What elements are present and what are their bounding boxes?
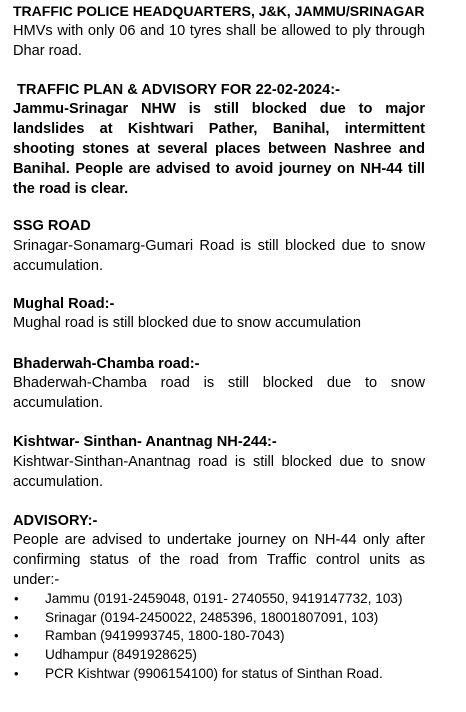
list-item <box>13 609 433 628</box>
section-text-bhaderwah-chamba: Bhaderwah-Chamba road is still blocked due to snow accumulation. <box>13 375 425 411</box>
section-text-mughal-road: Mughal road is still blocked due to snow accumulation <box>13 315 362 331</box>
bullet-icon: • <box>14 628 19 644</box>
advisory-plan-title: TRAFFIC PLAN & ADVISORY FOR 22-02-2024:- <box>17 82 341 98</box>
bullet-icon: • <box>14 609 19 625</box>
advisory-heading: ADVISORY:- <box>13 513 98 529</box>
bullet-icon: • <box>14 591 19 606</box>
section-heading-kishtwar-sinthan: Kishtwar- Sinthan- Anantnag NH-244:- <box>13 434 277 450</box>
contact-ramban: Ramban (9419993745, 1800-180-7043) <box>45 628 285 644</box>
section-heading-mughal-road: Mughal Road:- <box>13 296 115 312</box>
advisory-text: People are advised to undertake journey on NH-44 only after confirming status of the road from Traffic control units as under:- <box>13 532 425 588</box>
contact-jammu: Jammu (0191-2459048, 0191- 2740550, 9419147732, 103) <box>45 591 403 606</box>
document-title: TRAFFIC POLICE HEADQUARTERS, J&K, JAMMU/SRINAGAR <box>13 3 425 19</box>
section-text-ssg-road: Srinagar-Sonamarg-Gumari Road is still blocked due to snow accumulation. <box>13 238 425 274</box>
intro-text: HMVs with only 06 and 10 tyres shall be allowed to ply through Dhar road. <box>13 23 425 59</box>
advisory-plan-body: Jammu-Srinagar NHW is still blocked due to major landslides at Kishtwari Pather, Banihal, intermittent shooting stones at several places between Nashree and Banihal. People are advised to avoid journey on NH-44 till the road is clear. <box>13 101 425 197</box>
list-item <box>13 646 433 665</box>
contact-srinagar: Srinagar (0194-2450022, 2485396, 18001807091, 103) <box>45 609 379 625</box>
list-item <box>13 627 433 646</box>
section-heading-bhaderwah-chamba: Bhaderwah-Chamba road:- <box>13 356 200 372</box>
section-heading-ssg-road: SSG ROAD <box>13 218 91 234</box>
contact-pcr-kishtwar: PCR Kishtwar (9906154100) for status of Sinthan Road. <box>45 665 383 681</box>
contact-udhampur: Udhampur (8491928625) <box>45 647 197 663</box>
contact-list <box>13 590 433 684</box>
list-item <box>13 665 433 684</box>
bullet-icon: • <box>14 665 19 681</box>
list-item <box>13 590 433 609</box>
section-text-kishtwar-sinthan: Kishtwar-Sinthan-Anantnag road is still blocked due to snow accumulation. <box>13 454 425 490</box>
bullet-icon: • <box>14 647 19 663</box>
